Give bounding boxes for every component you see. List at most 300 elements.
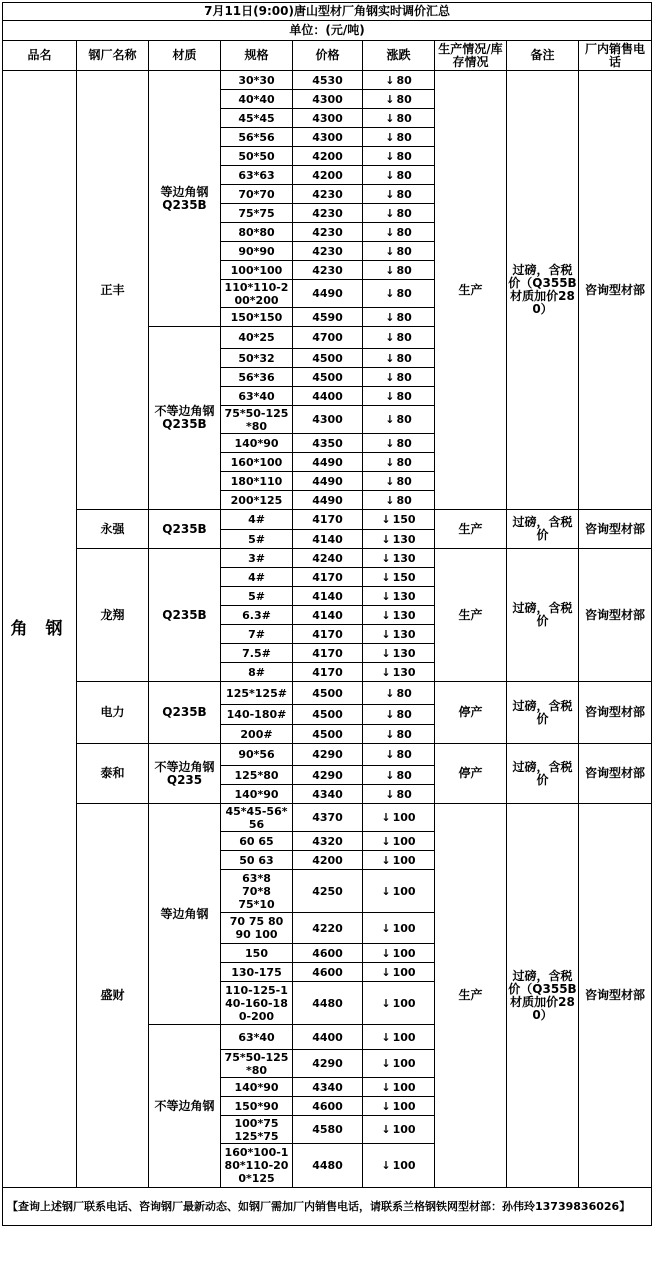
material-cell: Q235B — [149, 549, 221, 682]
spec-cell: 75*50-125*80 — [221, 1050, 293, 1078]
header-product: 品名 — [3, 41, 77, 71]
change-value: 130 — [392, 551, 416, 565]
down-arrow-icon: ↓ — [381, 589, 391, 603]
down-arrow-icon: ↓ — [385, 351, 395, 365]
factory-name: 盛财 — [77, 804, 149, 1188]
down-arrow-icon: ↓ — [385, 455, 395, 469]
change-cell — [363, 261, 435, 280]
price-cell: 4200 — [293, 166, 363, 185]
change-cell — [363, 434, 435, 453]
price-cell: 4230 — [293, 223, 363, 242]
price-cell: 4300 — [293, 406, 363, 434]
down-arrow-icon: ↓ — [385, 187, 395, 201]
change-cell — [363, 982, 435, 1025]
factory-name: 电力 — [77, 682, 149, 744]
spec-cell: 75*50-125*80 — [221, 406, 293, 434]
change-value: 100 — [392, 1080, 416, 1094]
change-value: 150 — [392, 513, 416, 526]
down-arrow-icon: ↓ — [381, 1080, 391, 1094]
down-arrow-icon: ↓ — [385, 310, 395, 324]
down-arrow-icon: ↓ — [381, 570, 391, 584]
down-arrow-icon: ↓ — [381, 946, 391, 960]
table-row — [3, 682, 652, 705]
down-arrow-icon: ↓ — [385, 111, 395, 125]
spec-cell: 4# — [221, 510, 293, 530]
spec-cell: 130-175 — [221, 963, 293, 982]
change-cell — [363, 185, 435, 204]
down-arrow-icon: ↓ — [385, 206, 395, 220]
change-cell — [363, 1116, 435, 1144]
footer-note: 【查询上述钢厂联系电话、咨询钢厂最新动态、如钢厂需加厂内销售电话，请联系兰格钢铁网型材部：孙伟玲13739836026】 — [3, 1188, 652, 1226]
price-cell: 4170 — [293, 663, 363, 682]
price-cell: 4140 — [293, 587, 363, 606]
table-row — [3, 744, 652, 766]
change-value: 80 — [396, 225, 412, 239]
status-cell: 生产 — [435, 549, 507, 682]
change-value: 80 — [396, 287, 412, 300]
change-cell — [363, 963, 435, 982]
price-cell: 4480 — [293, 982, 363, 1025]
price-cell: 4290 — [293, 744, 363, 766]
spec-cell: 75*75 — [221, 204, 293, 223]
change-cell — [363, 682, 435, 705]
change-value: 100 — [392, 853, 416, 867]
header-note: 备注 — [507, 41, 579, 71]
price-cell: 4230 — [293, 204, 363, 223]
change-value: 80 — [396, 787, 412, 801]
price-cell: 4170 — [293, 625, 363, 644]
material-cell: 等边角钢 — [149, 804, 221, 1025]
spec-cell: 90*56 — [221, 744, 293, 766]
spec-cell: 56*56 — [221, 128, 293, 147]
down-arrow-icon: ↓ — [385, 708, 395, 721]
change-value: 80 — [396, 436, 412, 450]
spec-cell: 50*32 — [221, 349, 293, 368]
change-cell — [363, 349, 435, 368]
note-cell: 过磅，含税价 — [507, 510, 579, 549]
down-arrow-icon: ↓ — [381, 884, 391, 898]
status-cell: 生产 — [435, 71, 507, 510]
down-arrow-icon: ↓ — [381, 627, 391, 641]
change-cell — [363, 491, 435, 510]
change-cell — [363, 804, 435, 832]
change-value: 150 — [392, 570, 416, 584]
spec-cell: 150 — [221, 944, 293, 963]
down-arrow-icon: ↓ — [381, 1057, 391, 1070]
change-value: 100 — [392, 965, 416, 979]
price-cell: 4300 — [293, 128, 363, 147]
spec-cell: 160*100 — [221, 453, 293, 472]
spec-cell: 150*90 — [221, 1097, 293, 1116]
price-cell: 4590 — [293, 308, 363, 327]
price-cell: 4600 — [293, 1097, 363, 1116]
change-cell — [363, 766, 435, 785]
down-arrow-icon: ↓ — [381, 921, 391, 935]
table-row — [3, 549, 652, 568]
price-cell: 4340 — [293, 1078, 363, 1097]
header-contact: 厂内销售电话 — [579, 41, 652, 71]
price-cell: 4170 — [293, 644, 363, 663]
spec-cell: 8# — [221, 663, 293, 682]
spec-cell: 6.3# — [221, 606, 293, 625]
down-arrow-icon: ↓ — [385, 263, 395, 277]
change-value: 130 — [392, 608, 416, 622]
down-arrow-icon: ↓ — [381, 853, 391, 867]
change-cell — [363, 530, 435, 549]
down-arrow-icon: ↓ — [385, 225, 395, 239]
spec-cell: 80*80 — [221, 223, 293, 242]
change-cell — [363, 1144, 435, 1188]
price-cell: 4300 — [293, 109, 363, 128]
change-cell — [363, 744, 435, 766]
price-cell: 4580 — [293, 1116, 363, 1144]
down-arrow-icon: ↓ — [381, 996, 391, 1010]
spec-cell: 50 63 — [221, 851, 293, 870]
price-cell: 4320 — [293, 832, 363, 851]
price-cell: 4240 — [293, 549, 363, 568]
table-row — [3, 804, 652, 832]
down-arrow-icon: ↓ — [381, 608, 391, 622]
price-table — [2, 2, 652, 1226]
change-cell — [363, 472, 435, 491]
down-arrow-icon: ↓ — [385, 436, 395, 450]
status-cell: 停产 — [435, 744, 507, 804]
change-value: 80 — [396, 768, 412, 782]
down-arrow-icon: ↓ — [385, 389, 395, 403]
price-cell: 4370 — [293, 804, 363, 832]
price-cell: 4480 — [293, 1144, 363, 1188]
material-cell: 不等边角钢 — [149, 1025, 221, 1188]
spec-cell: 7.5# — [221, 644, 293, 663]
down-arrow-icon: ↓ — [385, 244, 395, 258]
spec-cell: 5# — [221, 587, 293, 606]
change-value: 80 — [396, 149, 412, 163]
change-value: 100 — [392, 1123, 416, 1136]
change-cell — [363, 453, 435, 472]
change-cell — [363, 705, 435, 725]
spec-cell: 30*30 — [221, 71, 293, 90]
down-arrow-icon: ↓ — [385, 73, 395, 87]
change-value: 100 — [392, 1030, 416, 1044]
material-cell: 等边角钢 Q235B — [149, 71, 221, 327]
spec-cell: 70 75 80 90 100 — [221, 913, 293, 944]
header-change: 涨跌 — [363, 41, 435, 71]
spec-cell: 100*75 125*75 — [221, 1116, 293, 1144]
spec-cell: 63*40 — [221, 387, 293, 406]
change-cell — [363, 644, 435, 663]
change-cell — [363, 870, 435, 913]
down-arrow-icon: ↓ — [385, 686, 395, 700]
spec-cell: 7# — [221, 625, 293, 644]
down-arrow-icon: ↓ — [381, 551, 391, 565]
factory-name: 龙翔 — [77, 549, 149, 682]
spec-cell: 200# — [221, 725, 293, 744]
table-row — [3, 71, 652, 90]
spec-cell: 140*90 — [221, 785, 293, 804]
price-cell: 4500 — [293, 682, 363, 705]
change-cell — [363, 725, 435, 744]
spec-cell: 125*125# — [221, 682, 293, 705]
price-cell: 4500 — [293, 349, 363, 368]
price-cell: 4400 — [293, 1025, 363, 1050]
note-cell: 过磅，含税价 — [507, 549, 579, 682]
spec-cell: 56*36 — [221, 368, 293, 387]
price-cell: 4490 — [293, 453, 363, 472]
spec-cell: 5# — [221, 530, 293, 549]
material-cell: Q235B — [149, 510, 221, 549]
change-value: 80 — [396, 331, 412, 344]
down-arrow-icon: ↓ — [385, 748, 395, 761]
change-value: 100 — [392, 1159, 416, 1172]
price-cell: 4500 — [293, 705, 363, 725]
spec-cell: 45*45-56*56 — [221, 804, 293, 832]
price-cell: 4490 — [293, 491, 363, 510]
change-value: 100 — [392, 1099, 416, 1113]
spec-cell: 50*50 — [221, 147, 293, 166]
spec-cell: 110-125-140-160-180-200 — [221, 982, 293, 1025]
change-value: 100 — [392, 921, 416, 935]
change-cell — [363, 1025, 435, 1050]
change-value: 100 — [392, 884, 416, 898]
material-cell: 不等边角钢 Q235 — [149, 744, 221, 804]
change-value: 80 — [396, 187, 412, 201]
status-cell: 停产 — [435, 682, 507, 744]
unit-label: 单位：(元/吨) — [3, 21, 652, 41]
change-value: 100 — [392, 1057, 416, 1070]
down-arrow-icon: ↓ — [385, 331, 395, 344]
spec-cell: 60 65 — [221, 832, 293, 851]
change-value: 80 — [396, 310, 412, 324]
spec-cell: 4# — [221, 568, 293, 587]
product-name: 角 钢 — [3, 71, 77, 1188]
change-value: 80 — [396, 168, 412, 182]
change-cell — [363, 223, 435, 242]
note-cell: 过磅，含税价 — [507, 744, 579, 804]
change-cell — [363, 128, 435, 147]
down-arrow-icon: ↓ — [385, 370, 395, 384]
change-cell — [363, 327, 435, 349]
factory-name: 泰和 — [77, 744, 149, 804]
price-cell: 4200 — [293, 147, 363, 166]
contact-cell: 咨询型材部 — [579, 744, 652, 804]
change-value: 80 — [396, 370, 412, 384]
price-cell: 4220 — [293, 913, 363, 944]
down-arrow-icon: ↓ — [381, 646, 391, 660]
change-value: 130 — [392, 589, 416, 603]
down-arrow-icon: ↓ — [381, 665, 391, 679]
contact-cell: 咨询型材部 — [579, 682, 652, 744]
price-cell: 4600 — [293, 944, 363, 963]
change-cell — [363, 625, 435, 644]
down-arrow-icon: ↓ — [385, 474, 395, 488]
change-cell — [363, 406, 435, 434]
down-arrow-icon: ↓ — [385, 130, 395, 144]
note-cell: 过磅，含税价（Q355B材质加价280） — [507, 71, 579, 510]
price-cell: 4290 — [293, 1050, 363, 1078]
price-cell: 4230 — [293, 261, 363, 280]
change-cell — [363, 1097, 435, 1116]
header-spec: 规格 — [221, 41, 293, 71]
spec-cell: 200*125 — [221, 491, 293, 510]
header-material: 材质 — [149, 41, 221, 71]
price-cell: 4490 — [293, 280, 363, 308]
change-value: 80 — [396, 455, 412, 469]
spec-cell: 63*40 — [221, 1025, 293, 1050]
price-cell: 4170 — [293, 568, 363, 587]
note-cell: 过磅，含税价（Q355B材质加价280） — [507, 804, 579, 1188]
price-cell: 4140 — [293, 606, 363, 625]
change-value: 130 — [392, 532, 416, 546]
change-cell — [363, 308, 435, 327]
price-cell: 4600 — [293, 963, 363, 982]
price-cell: 4530 — [293, 71, 363, 90]
change-value: 80 — [396, 111, 412, 125]
note-cell: 过磅，含税价 — [507, 682, 579, 744]
change-value: 80 — [396, 474, 412, 488]
change-value: 130 — [392, 646, 416, 660]
spec-cell: 160*100-180*110-200*125 — [221, 1144, 293, 1188]
spec-cell: 140*90 — [221, 1078, 293, 1097]
table-row — [3, 510, 652, 530]
change-value: 80 — [396, 73, 412, 87]
price-cell: 4200 — [293, 851, 363, 870]
down-arrow-icon: ↓ — [381, 1030, 391, 1044]
down-arrow-icon: ↓ — [385, 149, 395, 163]
spec-cell: 40*40 — [221, 90, 293, 109]
change-cell — [363, 549, 435, 568]
spec-cell: 63*63 — [221, 166, 293, 185]
spec-cell: 63*8 70*8 75*10 — [221, 870, 293, 913]
down-arrow-icon: ↓ — [385, 493, 395, 507]
down-arrow-icon: ↓ — [385, 768, 395, 782]
table-title: 7月11日(9:00)唐山型材厂角钢实时调价汇总 — [3, 3, 652, 21]
down-arrow-icon: ↓ — [381, 1099, 391, 1113]
change-cell — [363, 71, 435, 90]
price-cell: 4350 — [293, 434, 363, 453]
contact-cell: 咨询型材部 — [579, 510, 652, 549]
status-cell: 生产 — [435, 510, 507, 549]
down-arrow-icon: ↓ — [381, 1123, 391, 1136]
change-value: 80 — [396, 206, 412, 220]
change-value: 80 — [396, 493, 412, 507]
change-cell — [363, 1050, 435, 1078]
down-arrow-icon: ↓ — [381, 532, 391, 546]
change-value: 80 — [396, 263, 412, 277]
down-arrow-icon: ↓ — [381, 811, 391, 824]
change-value: 80 — [396, 748, 412, 761]
spec-cell: 180*110 — [221, 472, 293, 491]
price-cell: 4500 — [293, 368, 363, 387]
change-value: 80 — [396, 244, 412, 258]
down-arrow-icon: ↓ — [385, 787, 395, 801]
status-cell: 生产 — [435, 804, 507, 1188]
spec-cell: 140-180# — [221, 705, 293, 725]
contact-cell: 咨询型材部 — [579, 804, 652, 1188]
change-value: 80 — [396, 92, 412, 106]
price-cell: 4500 — [293, 725, 363, 744]
down-arrow-icon: ↓ — [385, 727, 395, 741]
down-arrow-icon: ↓ — [385, 287, 395, 300]
price-cell: 4230 — [293, 185, 363, 204]
price-cell: 4400 — [293, 387, 363, 406]
spec-cell: 90*90 — [221, 242, 293, 261]
down-arrow-icon: ↓ — [381, 1159, 391, 1172]
contact-cell: 咨询型材部 — [579, 549, 652, 682]
down-arrow-icon: ↓ — [381, 834, 391, 848]
change-cell — [363, 851, 435, 870]
change-value: 80 — [396, 686, 412, 700]
change-cell — [363, 147, 435, 166]
down-arrow-icon: ↓ — [385, 413, 395, 426]
down-arrow-icon: ↓ — [385, 168, 395, 182]
spec-cell: 40*25 — [221, 327, 293, 349]
change-cell — [363, 944, 435, 963]
price-cell: 4700 — [293, 327, 363, 349]
change-value: 80 — [396, 413, 412, 426]
change-value: 80 — [396, 708, 412, 721]
change-cell — [363, 166, 435, 185]
change-cell — [363, 587, 435, 606]
change-cell — [363, 204, 435, 223]
change-value: 100 — [392, 996, 416, 1010]
contact-cell: 咨询型材部 — [579, 71, 652, 510]
change-value: 80 — [396, 389, 412, 403]
price-cell: 4290 — [293, 766, 363, 785]
change-cell — [363, 368, 435, 387]
change-cell — [363, 109, 435, 128]
change-value: 100 — [392, 834, 416, 848]
spec-cell: 100*100 — [221, 261, 293, 280]
change-cell — [363, 568, 435, 587]
spec-cell: 3# — [221, 549, 293, 568]
material-cell: Q235B — [149, 682, 221, 744]
spec-cell: 110*110-200*200 — [221, 280, 293, 308]
spec-cell: 140*90 — [221, 434, 293, 453]
change-cell — [363, 90, 435, 109]
price-cell: 4340 — [293, 785, 363, 804]
change-cell — [363, 832, 435, 851]
change-value: 130 — [392, 627, 416, 641]
price-cell: 4250 — [293, 870, 363, 913]
change-cell — [363, 606, 435, 625]
change-cell — [363, 280, 435, 308]
change-cell — [363, 785, 435, 804]
spec-cell: 70*70 — [221, 185, 293, 204]
material-cell: 不等边角钢 Q235B — [149, 327, 221, 510]
price-cell: 4300 — [293, 90, 363, 109]
change-cell — [363, 913, 435, 944]
change-value: 100 — [392, 811, 416, 824]
header-status: 生产情况/库存情况 — [435, 41, 507, 71]
change-value: 130 — [392, 665, 416, 679]
price-cell: 4170 — [293, 510, 363, 530]
change-cell — [363, 663, 435, 682]
down-arrow-icon: ↓ — [381, 513, 391, 526]
price-cell: 4230 — [293, 242, 363, 261]
change-cell — [363, 242, 435, 261]
header-price: 价格 — [293, 41, 363, 71]
change-cell — [363, 1078, 435, 1097]
price-cell: 4140 — [293, 530, 363, 549]
spec-cell: 45*45 — [221, 109, 293, 128]
change-value: 80 — [396, 130, 412, 144]
price-cell: 4490 — [293, 472, 363, 491]
spec-cell: 150*150 — [221, 308, 293, 327]
factory-name: 正丰 — [77, 71, 149, 510]
header-factory: 钢厂名称 — [77, 41, 149, 71]
down-arrow-icon: ↓ — [385, 92, 395, 106]
spec-cell: 125*80 — [221, 766, 293, 785]
